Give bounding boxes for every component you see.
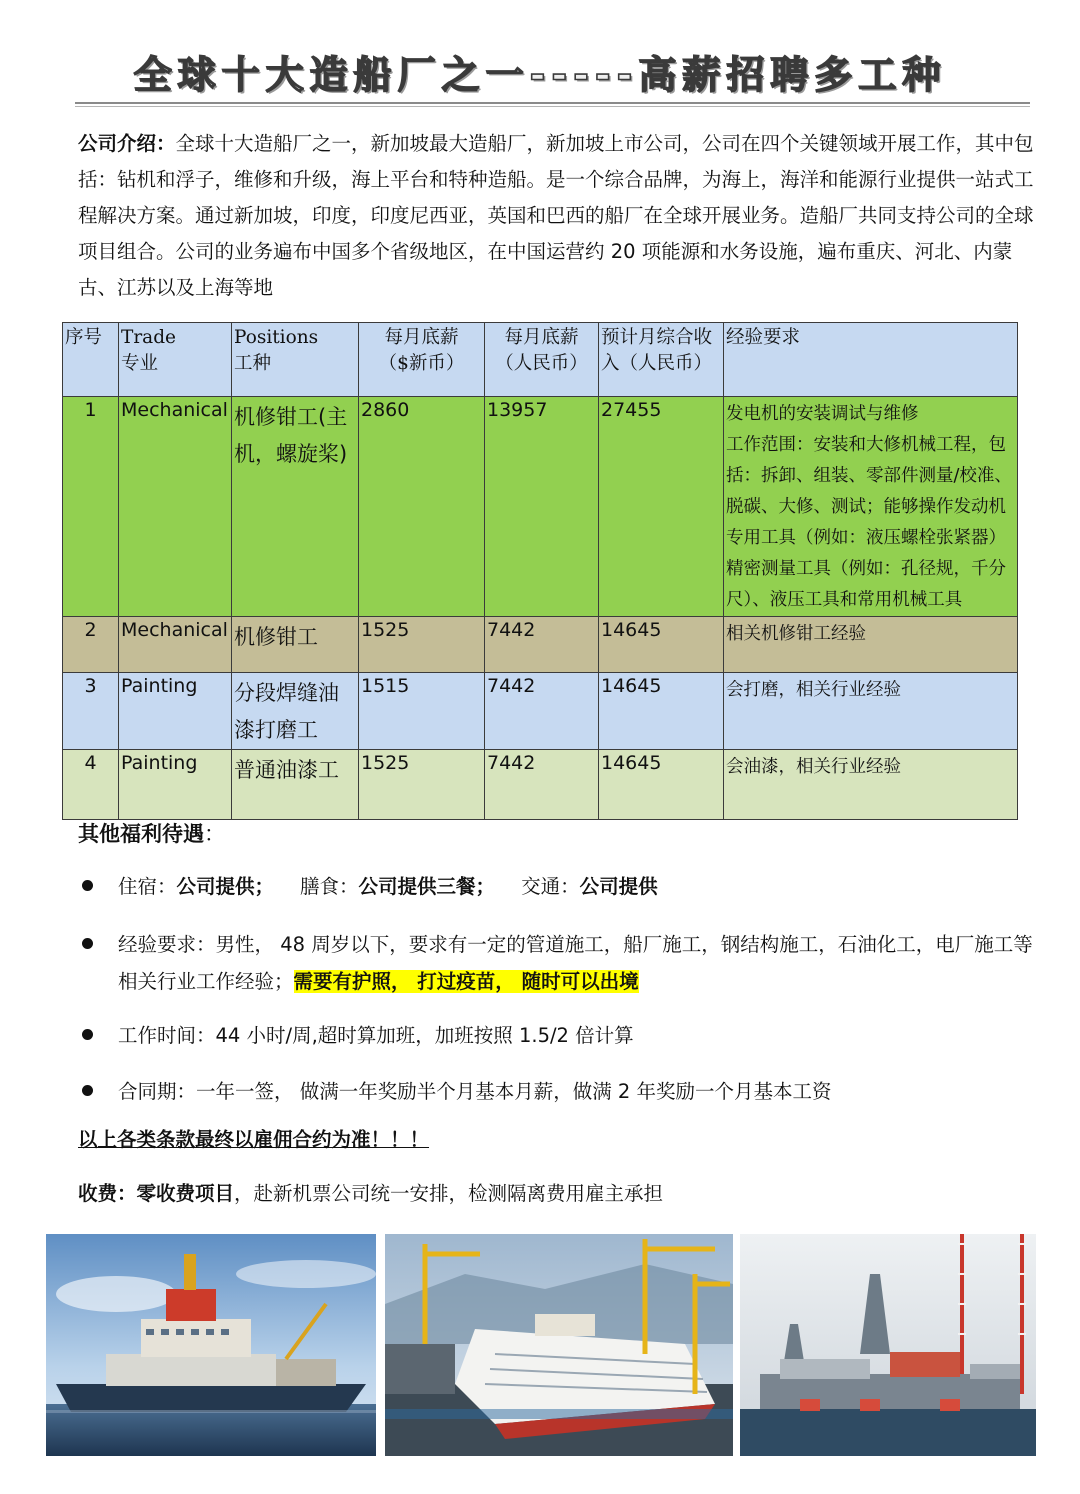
intro-label: 公司介绍： bbox=[78, 132, 176, 155]
header-total-income: 预计月综合收入（人民币） bbox=[599, 323, 724, 397]
row-salary-rmb: 7442 bbox=[485, 617, 599, 673]
row-trade: Mechanical bbox=[119, 617, 232, 673]
row-position: 机修钳工 bbox=[232, 617, 359, 673]
intro-text: 全球十大造船厂之一，新加坡最大造船厂，新加坡上市公司，公司在四个关键领域开展工作，其中包括：钻机和浮子，维修和升级，海上平台和特种造船。是一个综合品牌，为海上，海洋和能源行业提供一站式工程解决方案。通过新加坡，印度，印度尼西亚，英国和巴西的船厂在全球开展业务。造船厂共同支持公司的全球项目组合。公司的业务遍布中国多个省级地区，在中国运营约 20 项能源和水务设施，遍布重庆、河北、内蒙古、江苏以及上海等地 bbox=[78, 132, 1034, 299]
row-requirement: 相关机修钳工经验 bbox=[724, 617, 1018, 673]
list-item bbox=[78, 1073, 1038, 1110]
row-salary-sgd: 1525 bbox=[359, 750, 485, 820]
title-divider bbox=[75, 102, 1030, 104]
row-salary-rmb: 7442 bbox=[485, 673, 599, 750]
row-position: 普通油漆工 bbox=[232, 750, 359, 820]
meals-value: 公司提供三餐； bbox=[358, 875, 496, 898]
table-row bbox=[63, 397, 1018, 617]
row-no: 1 bbox=[63, 397, 119, 617]
housing-label: 住宿： bbox=[118, 875, 177, 898]
welfare-title bbox=[78, 818, 225, 848]
row-trade: Mechanical bbox=[119, 397, 232, 617]
company-intro bbox=[78, 126, 1043, 306]
list-item bbox=[78, 926, 1038, 1000]
ship-photo bbox=[46, 1234, 376, 1456]
row-salary-sgd: 2860 bbox=[359, 397, 485, 617]
row-salary-sgd: 1515 bbox=[359, 673, 485, 750]
contract-text: 合同期：一年一签， 做满一年奖励半个月基本月薪，做满 2 年奖励一个月基本工资 bbox=[118, 1080, 832, 1103]
transport-label: 交通： bbox=[521, 875, 580, 898]
row-no: 2 bbox=[63, 617, 119, 673]
header-position: Positions 工种 bbox=[232, 323, 359, 397]
table-row bbox=[63, 750, 1018, 820]
row-requirement: 会油漆，相关行业经验 bbox=[724, 750, 1018, 820]
table-row bbox=[63, 673, 1018, 750]
fee-label: 收费： bbox=[78, 1182, 137, 1205]
row-trade: Painting bbox=[119, 673, 232, 750]
list-item bbox=[78, 868, 1038, 905]
cruise-ship-photo bbox=[385, 1234, 733, 1456]
row-no: 4 bbox=[63, 750, 119, 820]
list-item bbox=[78, 1017, 1038, 1054]
row-no: 3 bbox=[63, 673, 119, 750]
header-requirement: 经验要求 bbox=[724, 323, 1018, 397]
fee-rest: ，赴新机票公司统一安排，检测隔离费用雇主承担 bbox=[234, 1182, 664, 1205]
header-trade: Trade 专业 bbox=[119, 323, 232, 397]
row-total-income: 14645 bbox=[599, 673, 724, 750]
bullet-icon bbox=[82, 938, 93, 949]
header-no: 序号 bbox=[63, 323, 119, 397]
bullet-icon bbox=[82, 1085, 93, 1096]
final-note: 以上各类条款最终以雇佣合约为准！！！ bbox=[78, 1128, 430, 1151]
row-position: 分段焊缝油漆打磨工 bbox=[232, 673, 359, 750]
welfare-title-text: 其他福利待遇 bbox=[78, 822, 204, 846]
experience-text: 经验要求：男性， 48 周岁以下，要求有一定的管道施工，船厂施工，钢结构施工，石油化工，电厂施工等相关行业工作经验； bbox=[118, 933, 1033, 993]
row-total-income: 27455 bbox=[599, 397, 724, 617]
row-salary-rmb: 7442 bbox=[485, 750, 599, 820]
welfare-title-colon: ： bbox=[204, 822, 225, 846]
housing-value: 公司提供； bbox=[176, 875, 275, 898]
experience-highlight: 需要有护照， 打过疫苗， 随时可以出境 bbox=[293, 970, 639, 993]
row-total-income: 14645 bbox=[599, 617, 724, 673]
header-salary-rmb: 每月底薪 （人民币） bbox=[485, 323, 599, 397]
transport-value: 公司提供 bbox=[579, 875, 658, 898]
table-row bbox=[63, 617, 1018, 673]
row-requirement: 会打磨，相关行业经验 bbox=[724, 673, 1018, 750]
bullet-icon bbox=[82, 880, 93, 891]
row-salary-rmb: 13957 bbox=[485, 397, 599, 617]
title-divider-thin bbox=[75, 106, 1030, 107]
fee-value: 零收费项目 bbox=[136, 1182, 235, 1205]
row-total-income: 14645 bbox=[599, 750, 724, 820]
table-header-row bbox=[63, 323, 1018, 397]
fee-line bbox=[78, 1178, 663, 1206]
page-title: 全球十大造船厂之一-----高薪招聘多工种 bbox=[133, 53, 947, 97]
row-trade: Painting bbox=[119, 750, 232, 820]
header-salary-sgd: 每月底薪 （$新币） bbox=[359, 323, 485, 397]
row-position: 机修钳工(主机，螺旋桨) bbox=[232, 397, 359, 617]
row-requirement: 发电机的安装调试与维修 工作范围：安装和大修机械工程，包括：拆卸、组装、零部件测量/校准、脱碳、大修、测试；能够操作发动机专用工具（例如：液压螺栓张紧器）精密测量工具（例如：孔径规，千分尺）、液压工具和常用机械工具 bbox=[724, 397, 1018, 617]
meals-label: 膳食： bbox=[300, 875, 359, 898]
oil-rig-photo bbox=[740, 1234, 1036, 1456]
row-salary-sgd: 1525 bbox=[359, 617, 485, 673]
work-hours-text: 工作时间：44 小时/周,超时算加班，加班按照 1.5/2 倍计算 bbox=[118, 1024, 634, 1047]
bullet-icon bbox=[82, 1029, 93, 1040]
jobs-table bbox=[62, 322, 1018, 820]
